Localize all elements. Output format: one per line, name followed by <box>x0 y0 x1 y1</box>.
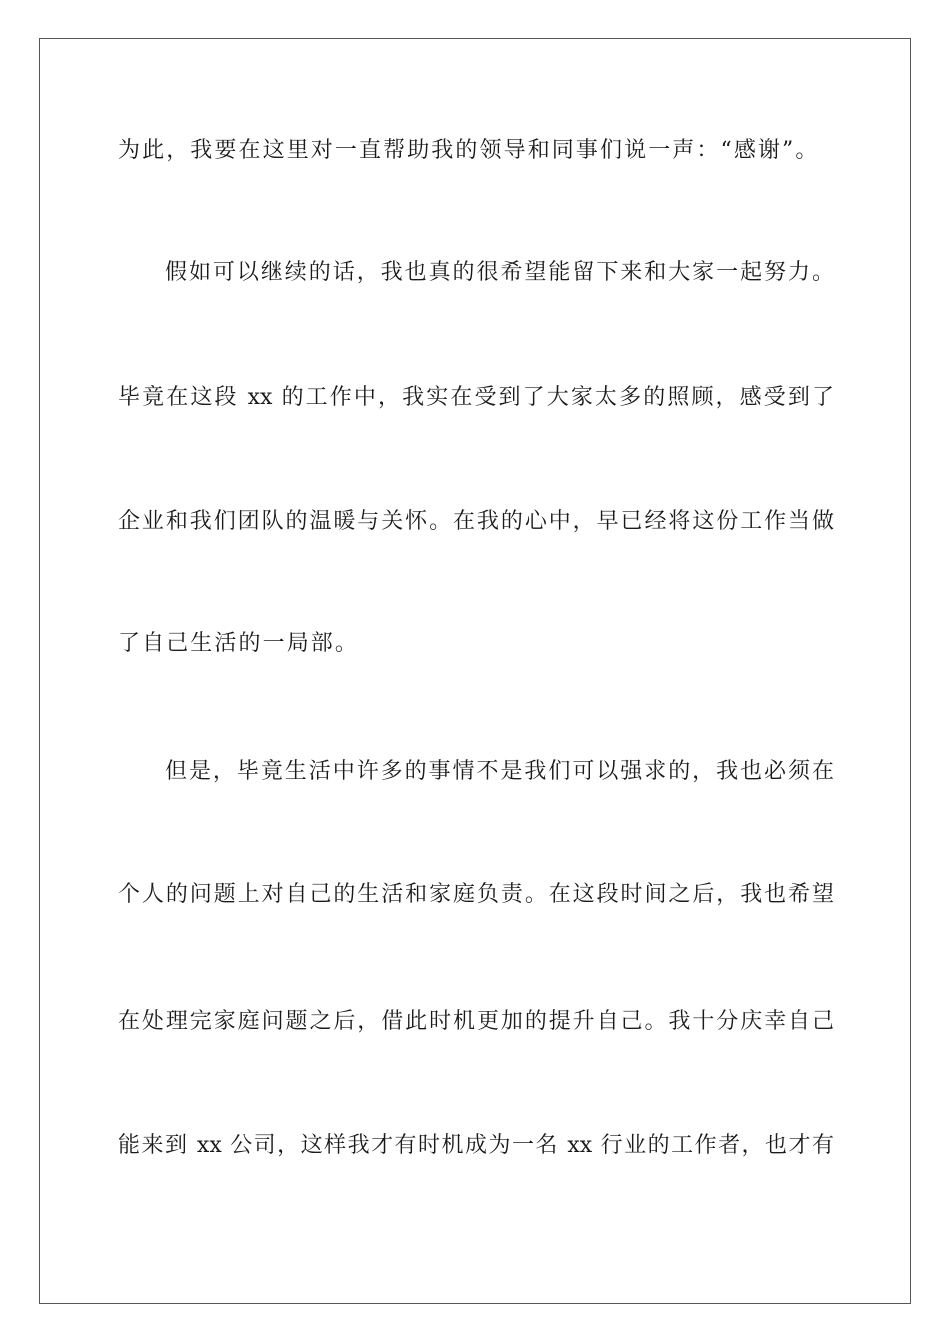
text-line-5: 了自己生活的一局部。 <box>118 631 360 656</box>
text-line-8: 在处理完家庭问题之后，借此时机更加的提升自己。我十分庆幸自己 <box>118 1009 834 1034</box>
text-line-9: 能来到 xx 公司，这样我才有时机成为一名 xx 行业的工作者，也才有 <box>118 1133 834 1158</box>
text-line-3: 毕竟在这段 xx 的工作中，我实在受到了大家太多的照顾，感受到了 <box>118 385 834 410</box>
text-line-1: 为此，我要在这里对一直帮助我的领导和同事们说一声：“感谢”。 <box>118 138 820 163</box>
text-line-2: 假如可以继续的话，我也真的很希望能留下来和大家一起努力。 <box>165 260 834 285</box>
text-line-6: 但是，毕竟生活中许多的事情不是我们可以强求的，我也必须在 <box>165 759 834 784</box>
page-border <box>39 38 911 1304</box>
text-line-7: 个人的问题上对自己的生活和家庭负责。在这段时间之后，我也希望 <box>118 882 834 907</box>
text-line-4: 企业和我们团队的温暖与关怀。在我的心中，早已经将这份工作当做 <box>118 509 834 534</box>
